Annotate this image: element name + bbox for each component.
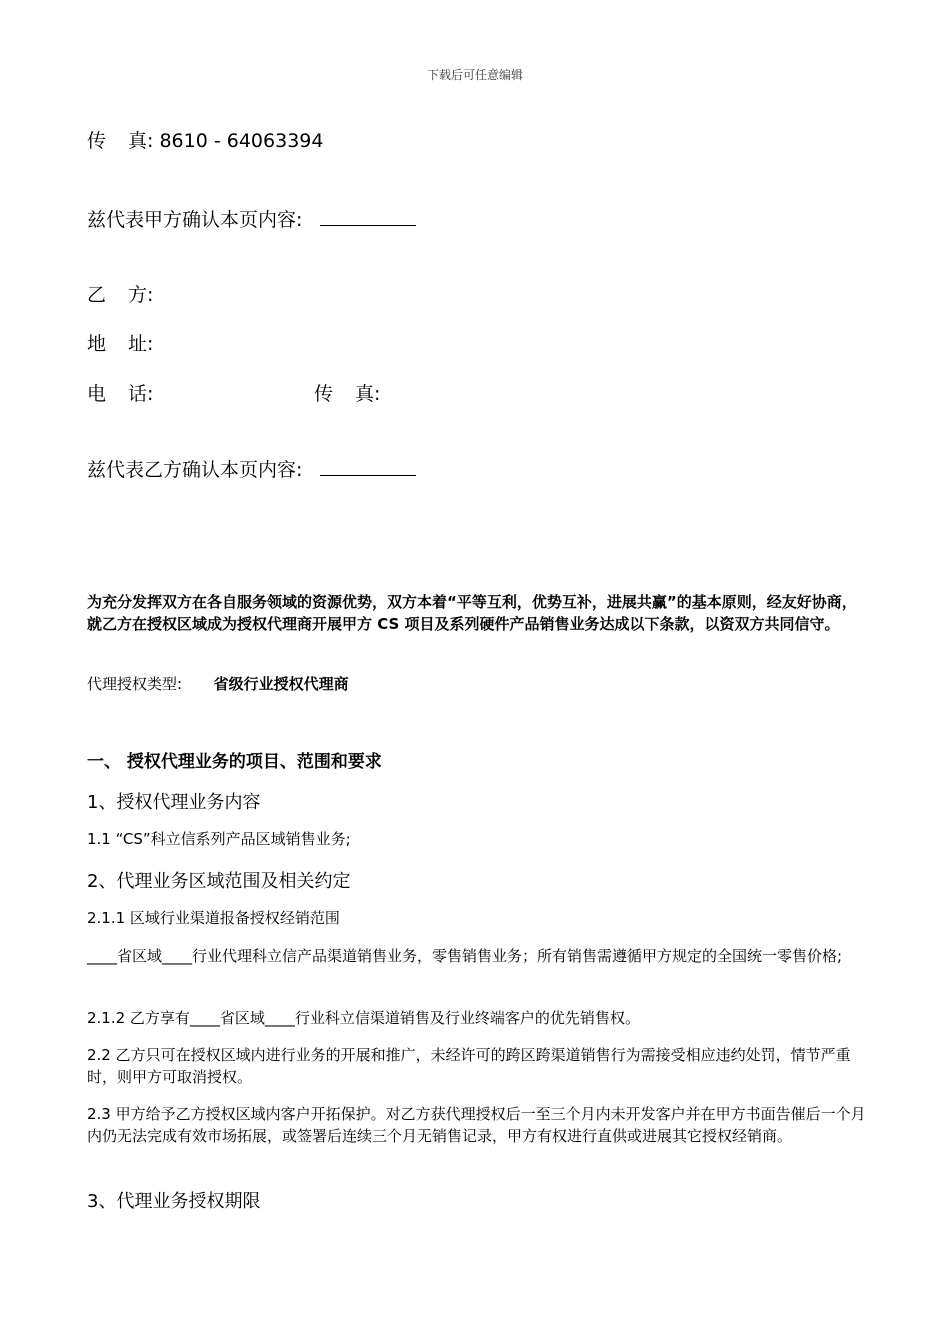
party-b-fax-label-a: 传 [314, 383, 334, 405]
party-b-confirm-label: 兹代表乙方确认本页内容: [87, 459, 303, 481]
party-b-address-label-a: 地 [87, 333, 107, 355]
authorization-label: 代理授权类型: [87, 675, 183, 693]
page-header-note: 下载后可任意编辑 [426, 68, 523, 82]
section-1-1-title: 1、授权代理业务内容 [87, 792, 261, 813]
section-2-1-1-title: 2.1.1 区域行业渠道报备授权经销范围 [87, 909, 340, 927]
party-a-fax-value: 8610 - 64063394 [159, 130, 324, 152]
party-b-phone-label-b: 话: [128, 383, 154, 405]
party-b-fax-label-b: 真: [355, 383, 381, 405]
party-a-confirm-label: 兹代表甲方确认本页内容: [87, 209, 303, 231]
section-1-1-1: 1.1 “CS”科立信系列产品区域销售业务; [87, 830, 351, 848]
section-2-1-1-body: ____省区域____行业代理科立信产品渠道销售业务，零售销售业务；所有销售需遵循甲方规定的全国统一零售价格; [87, 947, 843, 965]
authorization-row [87, 673, 349, 694]
section-2-1-2: 2.1.2 乙方享有____省区域____行业科立信渠道销售及行业终端客户的优先销售权。 [87, 1009, 640, 1027]
party-b-phone-row [87, 379, 153, 406]
section-1-title: 一、 授权代理业务的项目、范围和要求 [87, 752, 382, 772]
party-b-name-label-b: 方: [128, 284, 154, 306]
party-b-name-label-a: 乙 [87, 284, 107, 306]
section-3-title: 3、代理业务授权期限 [87, 1191, 261, 1212]
party-a-confirm-row [87, 205, 416, 232]
party-a-signature-blank[interactable] [320, 209, 416, 226]
section-2-title: 2、代理业务区域范围及相关约定 [87, 871, 351, 892]
party-b-name-row [87, 280, 153, 307]
party-a-fax-label-b: 真: [128, 130, 154, 152]
party-b-phone-label-a: 电 [87, 383, 107, 405]
authorization-value: 省级行业授权代理商 [213, 675, 349, 693]
section-2-2: 2.2 乙方只可在授权区域内进行业务的开展和推广，未经许可的跨区跨渠道销售行为需接受相应违约处罚，情节严重时，则甲方可取消授权。 [87, 1046, 851, 1086]
party-b-address-row [87, 329, 153, 356]
party-a-fax-label-a: 传 [87, 130, 107, 152]
section-2-3: 2.3 甲方给予乙方授权区域内客户开拓保护。对乙方获代理授权后一至三个月内未开发客户并在甲方书面告催后一个月内仍无法完成有效市场拓展，或签署后连续三个月无销售记录，甲方有权进行直供或进展其它授权经销商。 [87, 1105, 866, 1145]
party-b-confirm-row [87, 455, 416, 482]
party-b-address-label-b: 址: [128, 333, 154, 355]
party-b-signature-blank[interactable] [320, 459, 416, 476]
intro-paragraph: 为充分发挥双方在各自服务领域的资源优势，双方本着“平等互利，优势互补，进展共赢”的基本原则，经友好协商，就乙方在授权区域成为授权代理商开展甲方 CS 项目及系列硬件产品销售业务达成以下条款，以资双方共同信守。 [87, 593, 857, 633]
party-a-fax-row [87, 126, 323, 153]
party-b-fax-row [314, 379, 380, 406]
